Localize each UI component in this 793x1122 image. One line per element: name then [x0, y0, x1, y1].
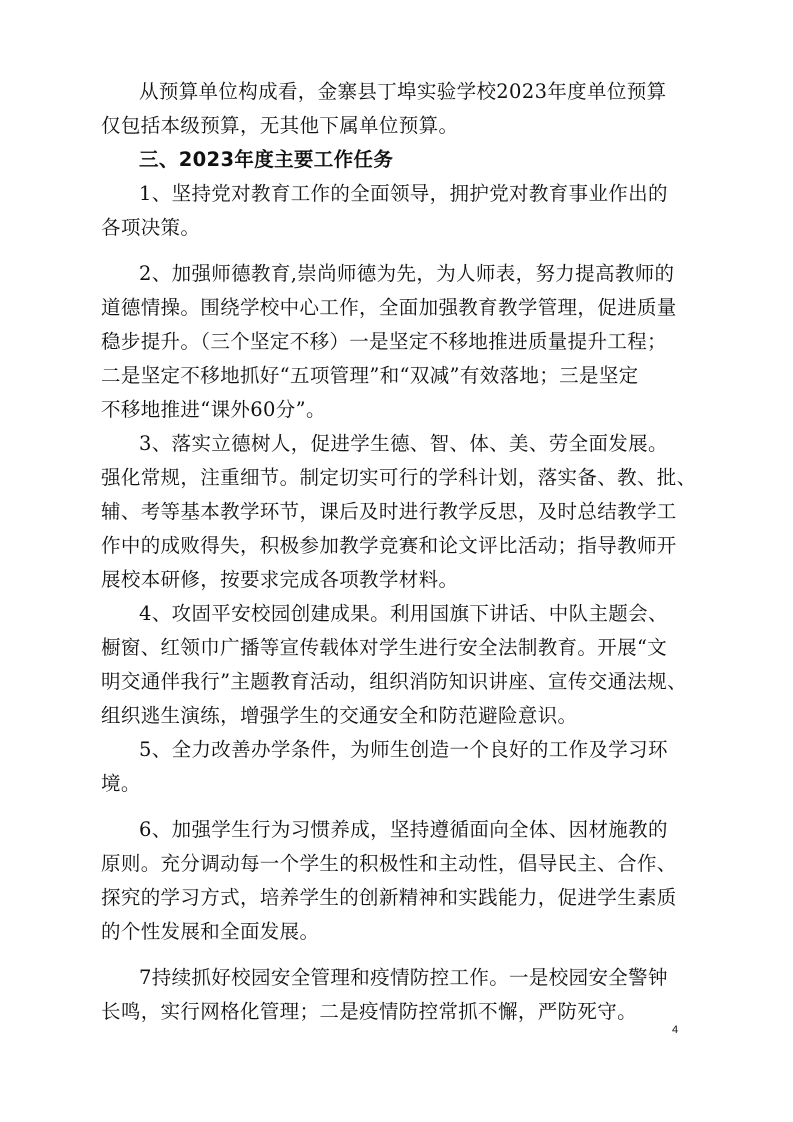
text-line: 道德情操。围绕学校中心工作，全面加强教育教学管理，促进质量	[101, 296, 677, 319]
paragraph-task-7	[101, 961, 711, 1029]
text-line: 境。	[101, 772, 141, 795]
paragraph-task-1	[101, 177, 711, 245]
paragraph-task-2	[101, 257, 711, 427]
text-line: 5、全力改善办学条件，为师生创造一个良好的工作及学习环	[139, 738, 668, 761]
text-line: 明交通伴我行”主题教育活动，组织消防知识讲座、宣传交通法规、	[101, 670, 687, 693]
text-line: 仅包括本级预算，无其他下属单位预算。	[101, 114, 459, 137]
text-line: 稳步提升。（三个坚定不移）一是坚定不移地推进质量提升工程；	[101, 330, 667, 353]
text-line: 二是坚定不移地抓好“五项管理”和“双减”有效落地；三是坚定	[101, 364, 639, 387]
text-line: 各项决策。	[101, 216, 201, 239]
text-line: 橱窗、红领巾广播等宣传载体对学生进行安全法制教育。开展“文	[101, 636, 668, 659]
text-line: 辅、考等基本教学环节，课后及时进行教学反思，及时总结教学工	[101, 500, 677, 523]
text-line: 强化常规，注重细节。制定切实可行的学科计划，落实备、教、批、	[101, 466, 697, 489]
text-line: 长鸣，实行网格化管理；二是疫情防控常抓不懈，严防死守。	[101, 1000, 637, 1023]
paragraph-task-4	[101, 597, 711, 733]
paragraph-task-3	[101, 427, 711, 597]
page-number: 4	[672, 1024, 679, 1036]
text-line: 从预算单位构成看，金寨县丁埠实验学校2023年度单位预算	[139, 80, 667, 103]
text-line: 2、加强师德教育,崇尚师德为先，为人师表，努力提高教师的	[139, 262, 675, 285]
text-line: 组织逃生演练，增强学生的交通安全和防范避险意识。	[101, 704, 578, 727]
text-line: 展校本研修，按要求完成各项教学材料。	[101, 568, 459, 591]
text-line: 7持续抓好校园安全管理和疫情防控工作。一是校园安全警钟	[139, 966, 668, 989]
text-line: 原则。充分调动每一个学生的积极性和主动性，倡导民主、合作、	[101, 852, 677, 875]
section-heading: 三、2023年度主要工作任务	[139, 148, 394, 171]
text-line: 探究的学习方式，培养学生的创新精神和实践能力，促进学生素质	[101, 886, 677, 909]
paragraph-budget-structure	[101, 75, 711, 143]
document-body	[101, 75, 711, 1029]
text-line: 4、攻固平安校园创建成果。利用国旗下讲话、中队主题会、	[139, 602, 668, 625]
text-line: 3、落实立德树人，促进学生德、智、体、美、劳全面发展。	[139, 432, 668, 455]
text-line: 的个性发展和全面发展。	[101, 920, 320, 943]
text-line: 6、加强学生行为习惯养成，坚持遵循面向全体、因材施教的	[139, 818, 668, 841]
text-line: 1、坚持党对教育工作的全面领导，拥护党对教育事业作出的	[139, 182, 668, 205]
text-line: 不移地推进“课外60分”。	[101, 398, 326, 421]
paragraph-task-6	[101, 813, 711, 949]
paragraph-task-5	[101, 733, 711, 801]
text-line: 作中的成败得失，积极参加教学竞赛和论文评比活动；指导教师开	[101, 534, 677, 557]
